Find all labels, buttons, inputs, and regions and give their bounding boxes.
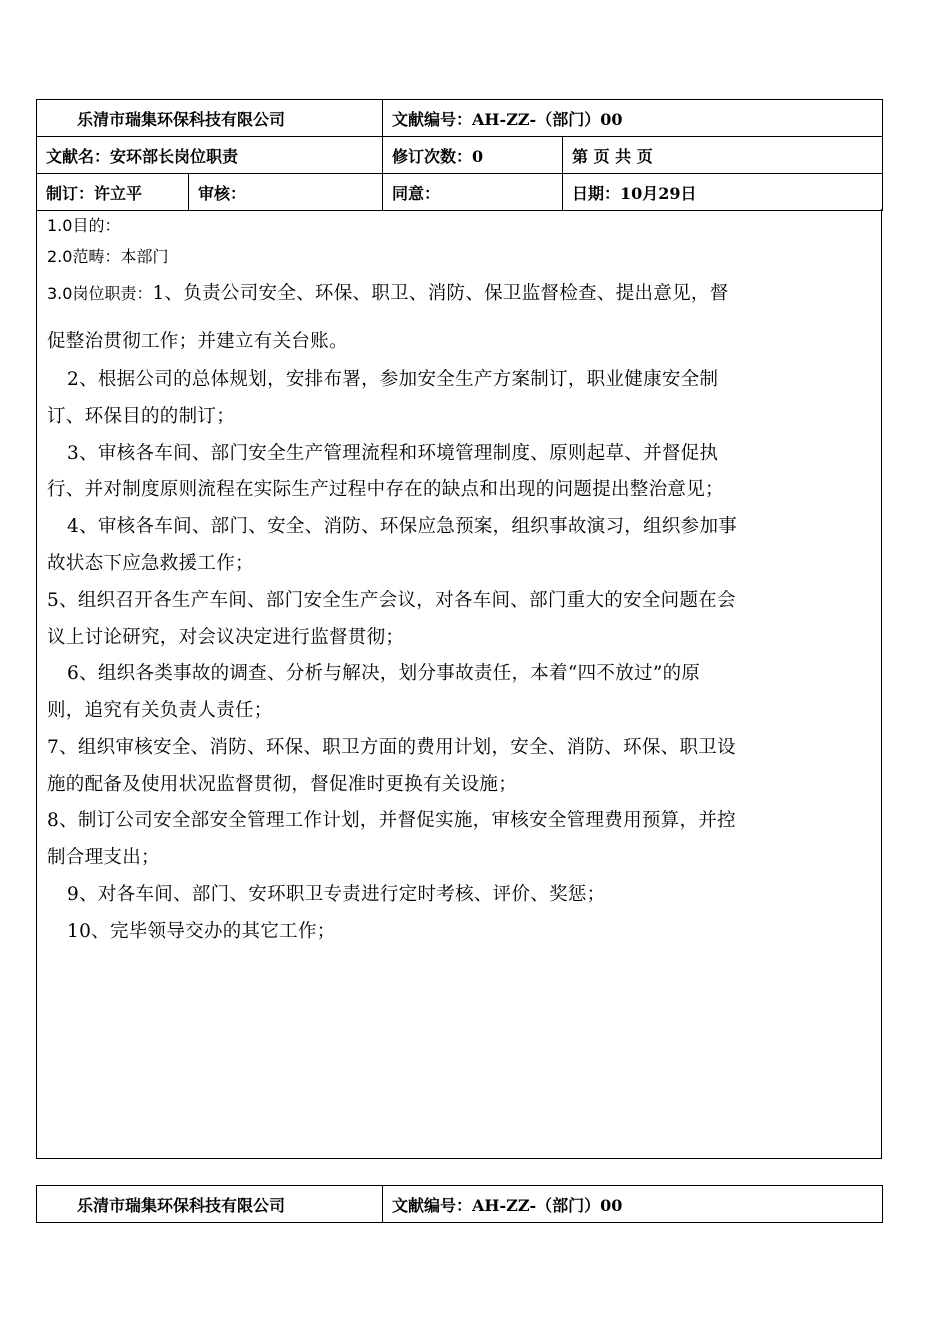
document-date: 日期：10月29日 bbox=[563, 174, 883, 211]
duty-line-11: 6、组织各类事故的调查、分析与解决，划分事故责任，本着“四不放过”的原 bbox=[67, 663, 701, 684]
scope-line: 2.0范畴：本部门 bbox=[47, 247, 169, 266]
header-table bbox=[36, 99, 883, 211]
header-row-2 bbox=[37, 137, 883, 174]
duty-line-5: 3、审核各车间、部门安全生产管理流程和环境管理制度、原则起草、并督促执 bbox=[67, 443, 719, 464]
approved-by: 同意： bbox=[383, 174, 563, 211]
duty-line-10: 议上讨论研究，对会议决定进行监督贯彻； bbox=[47, 627, 405, 648]
duty-line-8: 故状态下应急救援工作； bbox=[47, 553, 254, 574]
page-info: 第 页 共 页 bbox=[563, 137, 883, 174]
duty-line-17: 9、对各车间、部门、安环职卫专责进行定时考核、评价、奖惩； bbox=[67, 884, 606, 905]
duty-1-text: 1、负责公司安全、环保、职卫、消防、保卫监督检查、提出意见，督 bbox=[152, 283, 729, 304]
duty-line-13: 7、组织审核安全、消防、环保、职卫方面的费用计划，安全、消防、环保、职卫设 bbox=[47, 737, 736, 758]
company-name: 乐清市瑞集环保科技有限公司 bbox=[37, 100, 383, 137]
duty-line-4: 订、环保目的的制订； bbox=[47, 406, 236, 427]
document-name: 文献名：安环部长岗位职责 bbox=[37, 137, 383, 174]
duties-label: 3.0岗位职责： bbox=[47, 284, 153, 303]
duty-line-7: 4、审核各车间、部门、安全、消防、环保应急预案，组织事故演习，组织参加事 bbox=[67, 516, 738, 537]
duty-line-18: 10、完毕领导交办的其它工作； bbox=[67, 921, 336, 942]
revision-count: 修订次数：0 bbox=[383, 137, 563, 174]
duty-line-16: 制合理支出； bbox=[47, 847, 160, 868]
document-number: 文献编号：AH-ZZ-（部门）00 bbox=[383, 100, 883, 137]
duty-line-1 bbox=[47, 279, 729, 305]
duty-line-6: 行、并对制度原则流程在实际生产过程中存在的缺点和出现的问题提出整治意见； bbox=[47, 479, 724, 500]
duty-line-2: 促整治贯彻工作；并建立有关台账。 bbox=[47, 331, 348, 352]
duty-line-9: 5、组织召开各生产车间、部门安全生产会议，对各车间、部门重大的安全问题在会 bbox=[47, 590, 736, 611]
duty-line-14: 施的配备及使用状况监督贯彻，督促准时更换有关设施； bbox=[47, 774, 518, 795]
reviewed-by: 审核： bbox=[189, 174, 383, 211]
duty-line-15: 8、制订公司安全部安全管理工作计划，并督促实施，审核安全管理费用预算，并控 bbox=[47, 810, 736, 831]
header-row-3 bbox=[37, 174, 883, 211]
purpose-line: 1.0目的： bbox=[47, 216, 121, 235]
footer-table bbox=[36, 1185, 883, 1223]
footer-company-name: 乐清市瑞集环保科技有限公司 bbox=[37, 1186, 383, 1223]
prepared-by: 制订：许立平 bbox=[37, 174, 189, 211]
duty-line-3: 2、根据公司的总体规划，安排布署，参加安全生产方案制订，职业健康安全制 bbox=[67, 369, 719, 390]
duty-line-12: 则，追究有关负责人责任； bbox=[47, 700, 273, 721]
header-row-1 bbox=[37, 100, 883, 137]
content-box bbox=[36, 209, 882, 1159]
footer-row bbox=[37, 1186, 883, 1223]
footer-document-number: 文献编号：AH-ZZ-（部门）00 bbox=[383, 1186, 883, 1223]
